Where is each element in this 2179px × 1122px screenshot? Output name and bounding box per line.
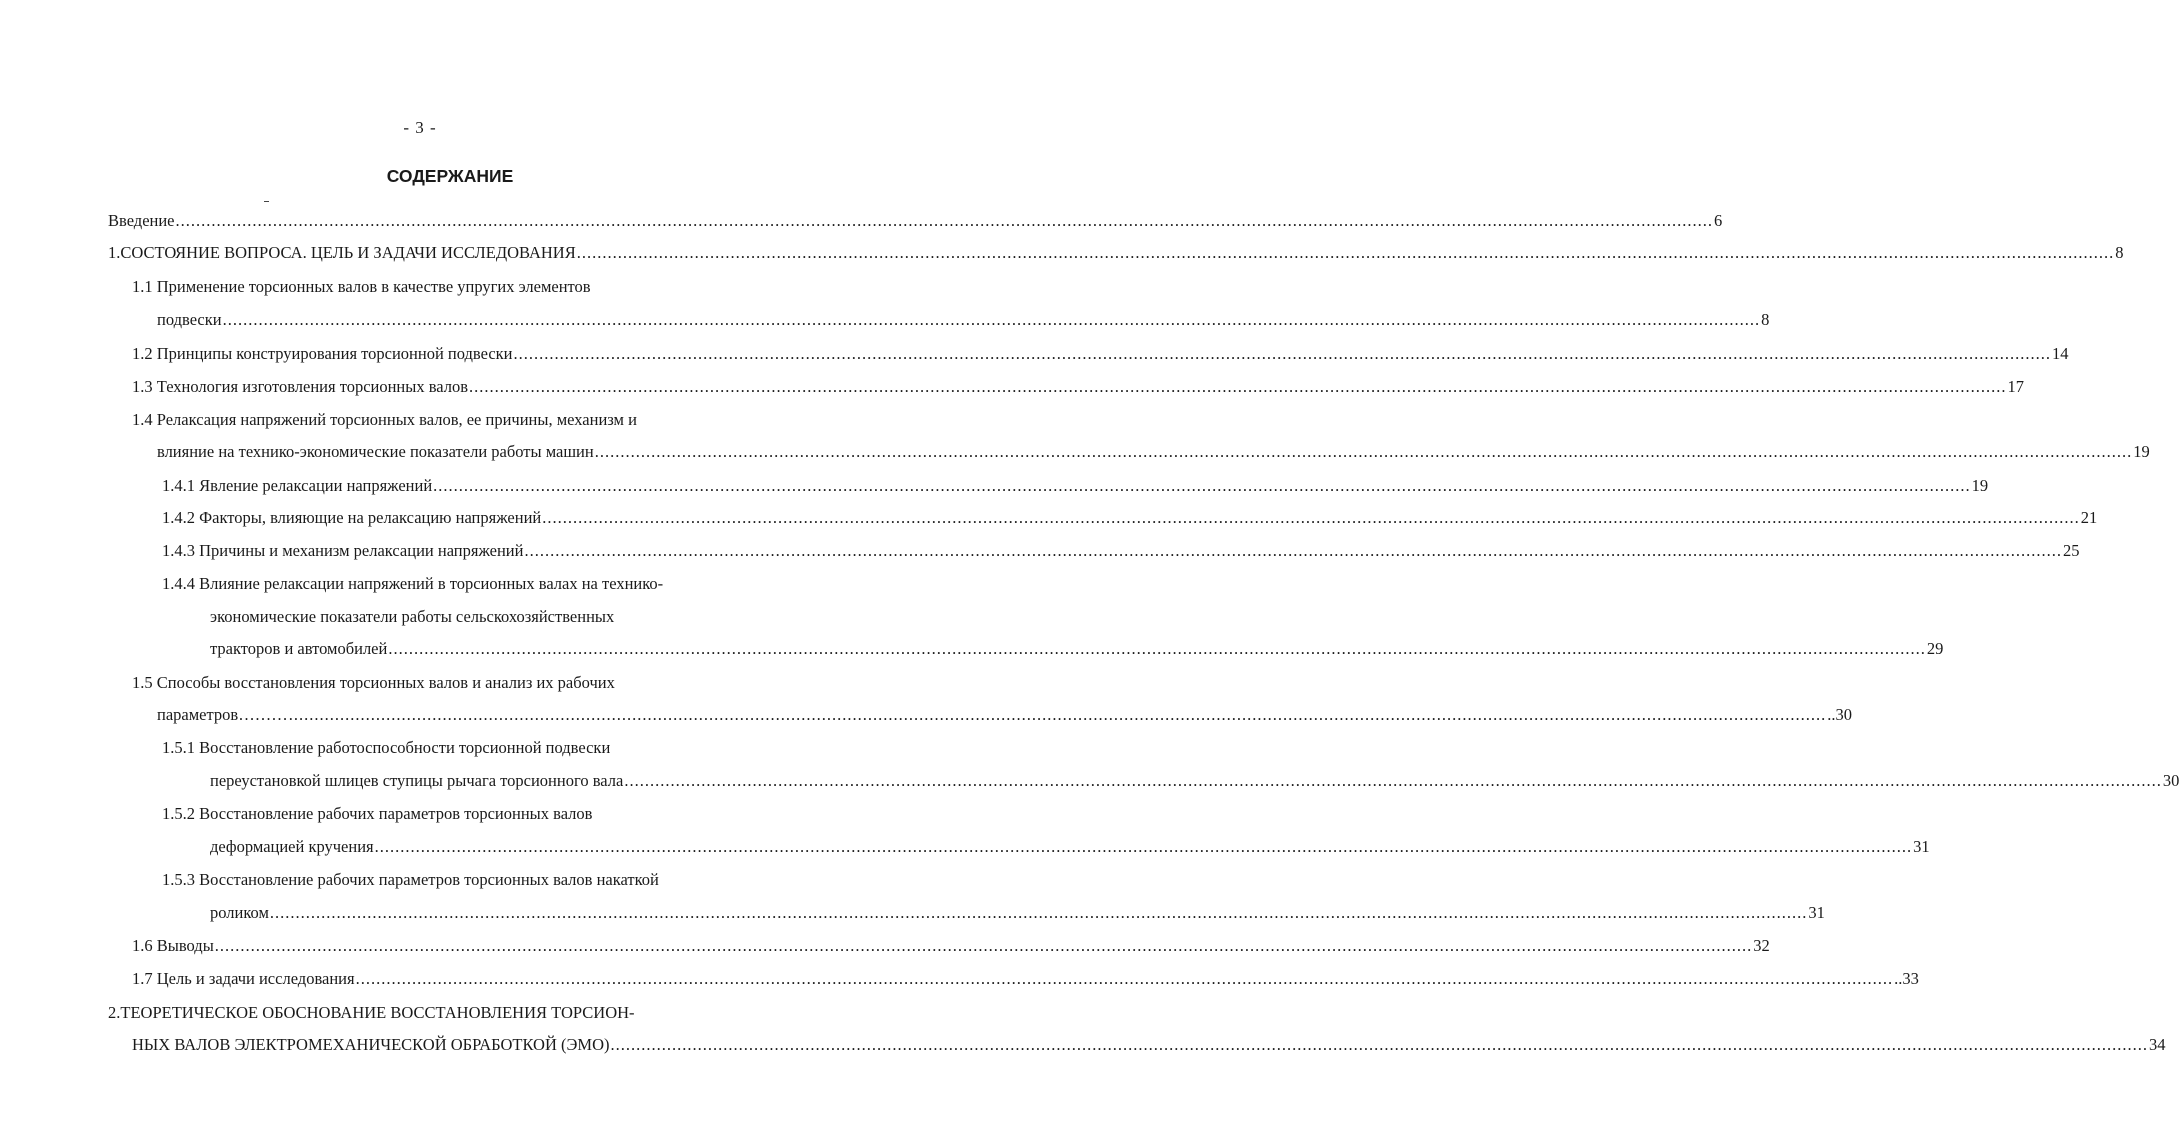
toc-entry[interactable] (210, 837, 1930, 856)
toc-leader: ............................................................................................................................................................................................................................................................................................................ (222, 310, 1761, 329)
toc-entry-text: 1.7 Цель и задачи исследования (132, 969, 355, 988)
scan-speck (264, 201, 269, 202)
toc-entry-page: ..30 (1827, 705, 1852, 724)
toc-entry-text: роликом (210, 903, 269, 922)
toc-leader: ............................................................................................................................................................................................................................................................................................................ (524, 541, 2062, 560)
toc-entry-text: экономические показатели работы сельскохозяйственных (210, 607, 615, 626)
toc-entry[interactable] (132, 279, 591, 296)
toc-entry-page: 17 (2007, 377, 2025, 396)
toc-leader: ............................................................................................................................................................................................................................................................................................................ (374, 837, 1913, 856)
toc-entry-text: 1.3 Технология изготовления торсионных валов (132, 377, 469, 396)
toc-entry-text: 1.6 Выводы (132, 936, 214, 955)
toc-leader: ............................................................................................................................................................................................................................................................................................................ (513, 344, 2052, 363)
toc-entry-text: 1.4 Релаксация напряжений торсионных валов, ее причины, механизм и (132, 410, 637, 429)
toc-entry[interactable] (210, 609, 614, 626)
toc-entry[interactable] (132, 412, 637, 429)
toc-entry-text: 1.1 Применение торсионных валов в качестве упругих элементов (132, 277, 591, 296)
toc-leader: ............................................................................................................................................................................................................................................................................................................ (594, 442, 2133, 461)
toc-leader: ............................................................................................................................................................................................................................................................................................................ (469, 377, 2007, 396)
toc-entry-text: параметров……… (157, 705, 288, 724)
toc-entry-page: 25 (2062, 541, 2080, 560)
toc-entry[interactable] (132, 936, 1770, 955)
toc-entry-page: 6 (1714, 211, 1723, 230)
toc-entry-page: 30 (2162, 771, 2179, 790)
toc-entry[interactable] (108, 211, 1723, 230)
toc-entry[interactable] (162, 806, 592, 823)
toc-entry-text: 1.СОСТОЯНИЕ ВОПРОСА. ЦЕЛЬ И ЗАДАЧИ ИССЛЕДОВАНИЯ (108, 243, 576, 262)
toc-leader: ............................................................................................................................................................................................................................................................................................................ (433, 476, 1971, 495)
toc-entry-text: 1.5.3 Восстановление рабочих параметров торсионных валов накаткой (162, 870, 659, 889)
toc-entry[interactable] (132, 1035, 2166, 1054)
toc-entry-page: ..33 (1894, 969, 1919, 988)
toc-entry-text: 1.4.1 Явление релаксации напряжений (162, 476, 433, 495)
toc-leader: ............................................................................................................................................................................................................................................................................................................ (355, 969, 1894, 988)
toc-entry-text: 1.4.3 Причины и механизм релаксации напряжений (162, 541, 524, 560)
toc-entry-text: 1.5.1 Восстановление работоспособности торсионной подвески (162, 738, 611, 757)
page-title: СОДЕРЖАНИЕ (386, 166, 514, 186)
toc-entry-text: влияние на технико-экономические показатели работы машин (157, 442, 594, 461)
toc-entry[interactable] (162, 541, 2080, 560)
toc-entry-page: 8 (1761, 310, 1770, 329)
toc-entry-page: 31 (1808, 903, 1825, 922)
toc-entry[interactable] (210, 903, 1825, 922)
toc-entry[interactable] (157, 310, 1770, 329)
toc-entry-text: 1.5 Способы восстановления торсионных валов и анализ их рабочих (132, 673, 615, 692)
toc-leader: ............................................................................................................................................................................................................................................................................................................ (288, 705, 1827, 724)
toc-entry-page: 8 (2115, 243, 2124, 262)
toc-entry-page: 29 (1926, 639, 1944, 658)
toc-entry[interactable] (162, 576, 663, 593)
toc-entry-text: подвески (157, 310, 222, 329)
toc-entry-page: 31 (1913, 837, 1930, 856)
toc-leader: ............................................................................................................................................................................................................................................................................................................ (214, 936, 1753, 955)
toc-entry-page: 21 (2080, 508, 2098, 527)
toc-entry-text: тракторов и автомобилей (210, 639, 388, 658)
toc-entry[interactable] (132, 377, 2025, 396)
toc-entry[interactable] (162, 508, 2098, 527)
toc-entry[interactable] (132, 969, 1919, 988)
toc-leader: ............................................................................................................................................................................................................................................................................................................ (624, 771, 2162, 790)
toc-leader: ............................................................................................................................................................................................................................................................................................................ (542, 508, 2080, 527)
toc-entry[interactable] (210, 771, 2179, 790)
toc-entry-text: НЫХ ВАЛОВ ЭЛЕКТРОМЕХАНИЧЕСКОЙ ОБРАБОТКОЙ (ЭМО) (132, 1035, 610, 1054)
toc-entry-page: 19 (1971, 476, 1989, 495)
toc-entry[interactable] (157, 442, 2150, 461)
toc-entry[interactable] (157, 705, 1852, 724)
toc-leader: ............................................................................................................................................................................................................................................................................................................ (576, 243, 2115, 262)
toc-entry-text: 2.ТЕОРЕТИЧЕСКОЕ ОБОСНОВАНИЕ ВОССТАНОВЛЕНИЯ ТОРСИОН- (108, 1003, 635, 1022)
page-number: - 3 - (403, 118, 437, 137)
toc-entry-text: переустановкой шлицев ступицы рычага торсионного вала (210, 771, 624, 790)
toc-leader: ............................................................................................................................................................................................................................................................................................................ (175, 211, 1714, 230)
toc-entry[interactable] (108, 243, 2124, 262)
toc-entry[interactable] (210, 639, 1944, 658)
toc-entry-page: 14 (2052, 344, 2069, 363)
toc-entry-text: 1.4.2 Факторы, влияющие на релаксацию напряжений (162, 508, 542, 527)
toc-leader: ............................................................................................................................................................................................................................................................................................................ (610, 1035, 2148, 1054)
toc-entry[interactable] (108, 1005, 635, 1022)
toc-entry-text: 1.5.2 Восстановление рабочих параметров торсионных валов (162, 804, 593, 823)
toc-entry[interactable] (132, 675, 615, 692)
toc-entry[interactable] (162, 872, 659, 889)
toc-entry-page: 32 (1753, 936, 1770, 955)
toc-leader: ............................................................................................................................................................................................................................................................................................................ (269, 903, 1808, 922)
toc-entry[interactable] (162, 740, 610, 757)
toc-entry-text: Введение (108, 211, 175, 230)
toc-entry-text: 1.4.4 Влияние релаксации напряжений в торсионных валах на технико- (162, 574, 664, 593)
toc-entry-page: 19 (2133, 442, 2150, 461)
toc-entry[interactable] (132, 344, 2069, 363)
toc-entry-text: 1.2 Принципы конструирования торсионной подвески (132, 344, 513, 363)
toc-entry[interactable] (162, 476, 1989, 495)
toc-entry-text: деформацией кручения (210, 837, 374, 856)
toc-leader: ............................................................................................................................................................................................................................................................................................................ (388, 639, 1926, 658)
toc-entry-page: 34 (2149, 1035, 2166, 1054)
